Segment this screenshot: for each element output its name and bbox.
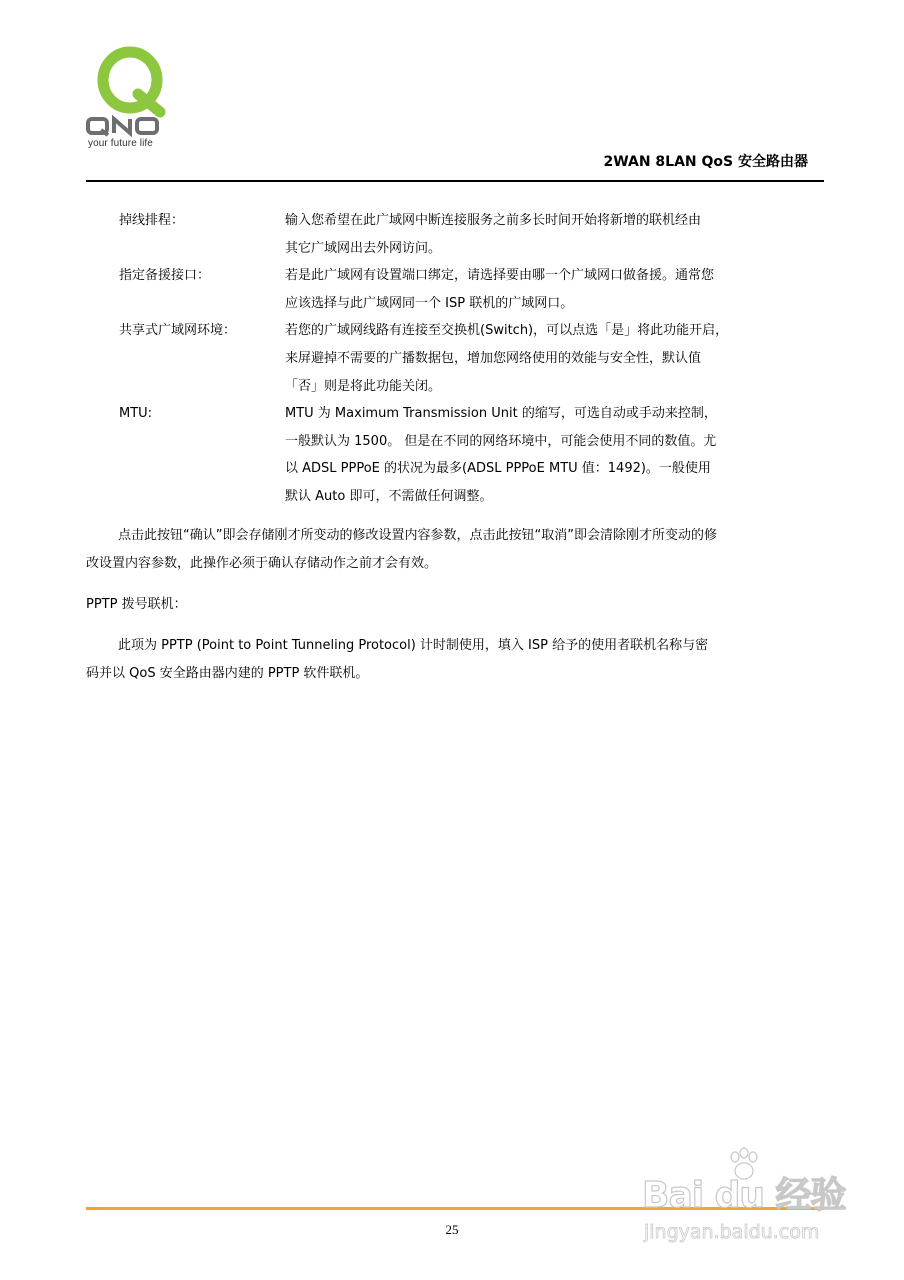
paragraph-line: 码并以 QoS 安全路由器内建的 PPTP 软件联机。 [86, 665, 369, 681]
description-line: 默认 Auto 即可，不需做任何调整。 [285, 488, 493, 504]
definition-term: 指定备援接口： [119, 268, 211, 284]
document-title: 2WAN 8LAN QoS 安全路由器 [603, 154, 808, 170]
confirm-cancel-paragraph [86, 522, 826, 577]
description-line: MTU 为 Maximum Transmission Unit 的缩写，可选自动或手动来控制， [285, 406, 717, 422]
header-divider [86, 180, 824, 182]
definition-description [285, 207, 805, 262]
description-line: 输入您希望在此广域网中断连接服务之前多长时间开始将新增的联机经由 [285, 213, 702, 228]
definition-term: 掉线排程： [119, 213, 185, 228]
definition-row [86, 317, 824, 400]
definition-row [86, 400, 824, 510]
watermark-brand: Bai du 经验 [642, 1175, 846, 1216]
pptp-heading: PPTP 拨号联机： [86, 597, 187, 612]
description-line: 「否」则是将此功能关闭。 [285, 378, 442, 394]
definition-term: MTU: [119, 406, 153, 422]
description-line: 来屏避掉不需要的广播数据包，增加您网络使用的效能与安全性，默认值 [285, 350, 702, 366]
description-line: 若是此广域网有设置端口绑定，请选择要由哪一个广域网口做备援。通常您 [285, 268, 715, 284]
description-line: 其它广域网出去外网访问。 [285, 240, 442, 256]
definition-term: 共享式广域网环境： [119, 323, 237, 339]
settings-definitions [86, 207, 824, 511]
description-line: 应该选择与此广域网同一个 ISP 联机的广域网口。 [285, 295, 574, 311]
paragraph-line: 此项为 PPTP (Point to Point Tunneling Protocol) 计时制使用，填入 ISP 给予的使用者联机名称与密 [118, 638, 709, 653]
baidu-jingyan-watermark [640, 1143, 860, 1268]
page-number: 25 [445, 1222, 459, 1237]
watermark-url: jingyan.baidu.com [644, 1221, 820, 1243]
description-line: 若您的广域网线路有连接至交换机(Switch)，可以点选「是」将此功能开启， [285, 323, 729, 339]
paragraph-line: 改设置内容参数，此操作必须于确认存储动作之前才会有效。 [86, 555, 438, 571]
logo-tagline: your future life [88, 138, 153, 149]
description-line: 以 ADSL PPPoE 的状况为最多(ADSL PPPoE MTU 值：1492)。一般使用 [285, 461, 711, 477]
definition-description [285, 400, 805, 510]
pptp-paragraph [86, 632, 826, 687]
paragraph-line: 点击此按钮“确认”即会存储刚才所变动的修改设置内容参数，点击此按钮“取消”即会清除刚才所变动的修 [118, 528, 717, 543]
definition-row [86, 262, 824, 317]
description-line: 一般默认为 1500。 但是在不同的网络环境中，可能会使用不同的数值。尤 [285, 433, 717, 449]
qno-logo [86, 42, 186, 152]
definition-row [86, 207, 824, 262]
definition-description [285, 317, 805, 400]
definition-description [285, 262, 805, 317]
